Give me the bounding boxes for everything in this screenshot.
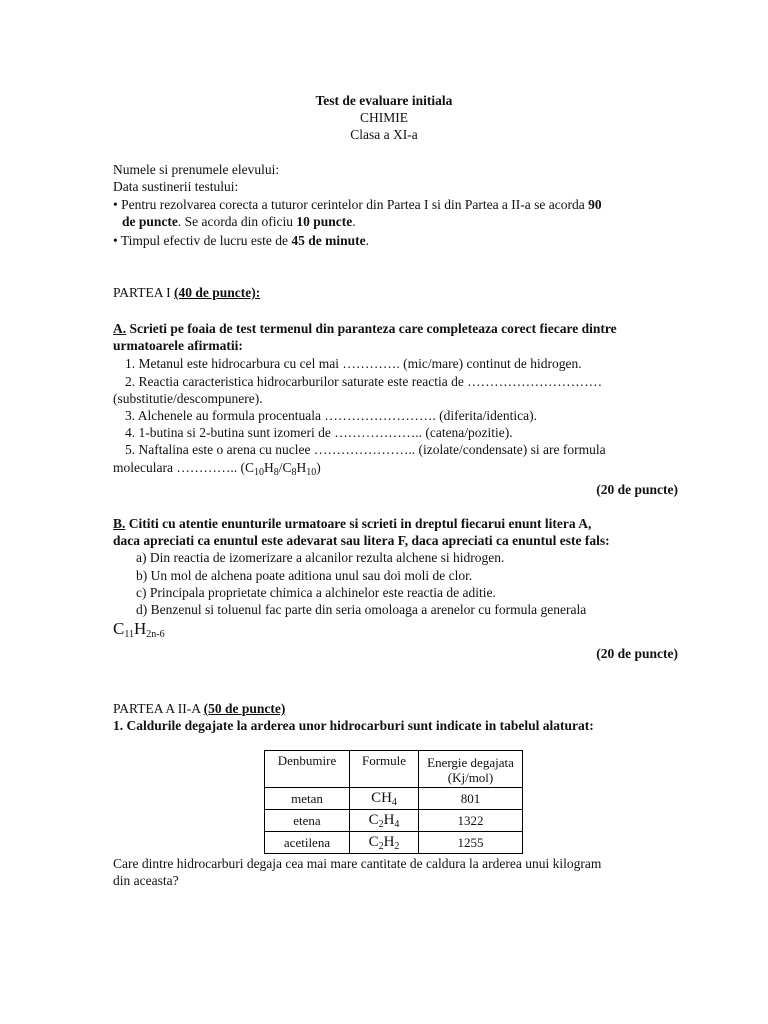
formula-part: C [368, 834, 379, 850]
row-name: etena [265, 810, 350, 832]
formula-c: C [113, 619, 125, 638]
formula-part: C [368, 812, 379, 828]
test-title: Test de evaluare initiala [315, 93, 453, 108]
header-energy-label: Energie degajata [427, 755, 514, 770]
part1-title: PARTEA I [113, 285, 174, 300]
row-name: metan [265, 788, 350, 810]
section-b-item-a: a) Din reactia de izomerizare a alcanilor rezulta alchene si hidrogen. [136, 550, 505, 565]
section-a-item-3: 3. Alchenele au formula procentuala ……………………. (diferita/identica). [125, 408, 537, 423]
bullet1-period: . [352, 214, 356, 229]
test-date-line: Data sustinerii testului: [113, 179, 239, 194]
bullet1-points-unit: de puncte [122, 214, 178, 229]
table-row [265, 832, 523, 854]
formula-part: H [383, 812, 395, 828]
row-formula [350, 788, 419, 810]
formula-sub: 2 [394, 841, 400, 852]
section-a-item-2-cont: (substitutie/descompunere). [113, 391, 263, 406]
bullet-icon: • [113, 197, 118, 212]
section-a-instruction [113, 320, 617, 337]
formula-sub: 4 [391, 797, 397, 808]
item5-sub4: 10 [306, 467, 317, 478]
general-formula [113, 619, 165, 640]
item5-text: moleculara ………….. (C [113, 460, 254, 475]
question-1: 1. Caldurile degajate la arderea unor hidrocarburi sunt indicate in tabelul alaturat: [113, 718, 594, 733]
section-b-instruction [113, 515, 591, 532]
bullet2-time: 45 de minute [291, 233, 366, 248]
table-row [265, 788, 523, 810]
section-b-item-c: c) Principala proprietate chimica a alchinelor este reactia de aditie. [136, 585, 496, 600]
student-name-line: Numele si prenumele elevului: [113, 162, 280, 177]
instruction-bullet-1-cont [122, 213, 356, 230]
row-name: acetilena [265, 832, 350, 854]
header-energy-unit: (Kj/mol) [447, 770, 494, 785]
formula-part: H [383, 834, 395, 850]
heat-table [264, 750, 523, 854]
bullet-icon: • [113, 233, 118, 248]
section-a-score: (20 de puncte) [596, 482, 678, 497]
section-a-item-2: 2. Reactia caracteristica hidrocarburilor saturate este reactia de ………………………… [125, 374, 603, 389]
row-formula [350, 810, 419, 832]
bullet2-text: Timpul efectiv de lucru este de [120, 233, 292, 248]
item5-sub3: 8 [291, 467, 297, 478]
row-value: 801 [419, 788, 523, 810]
row-formula [350, 832, 419, 854]
question-1-follow: Care dintre hidrocarburi degaja cea mai mare cantitate de caldura la arderea unui kilogram [113, 856, 602, 871]
section-a-item-5-cont [113, 459, 321, 476]
item5-h2: H [296, 460, 307, 475]
bullet1-text-2: . Se acorda din oficiu [177, 214, 297, 229]
formula-sub1: 11 [124, 629, 134, 640]
bullet1-bonus: 10 puncte [296, 214, 353, 229]
bullet2-period: . [365, 233, 369, 248]
formula-sub: 2 [378, 819, 384, 830]
class-title: Clasa a XI-a [350, 127, 418, 142]
formula-sub: 4 [394, 819, 400, 830]
formula-h: H [133, 619, 147, 638]
item5-h1: H [263, 460, 274, 475]
instruction-bullet-2 [113, 232, 369, 249]
item5-sub2: 8 [273, 467, 279, 478]
part1-heading [113, 284, 260, 301]
subject-title: CHIMIE [360, 110, 408, 125]
formula-part: CH [371, 790, 392, 806]
row-value: 1255 [419, 832, 523, 854]
section-b-score: (20 de puncte) [596, 646, 678, 661]
part2-title: PARTEA A II-A [113, 701, 204, 716]
section-a-item-1: 1. Metanul este hidrocarbura cu cel mai …………. (mic/mare) continut de hidrogen. [125, 356, 582, 371]
section-a-text: Scrieti pe foaia de test termenul din paranteza care completeaza corect fiecare dintre [126, 321, 617, 336]
header-name: Denbumire [265, 751, 350, 788]
section-a-item-4: 4. 1-butina si 2-butina sunt izomeri de ……………….. (catena/pozitie). [125, 425, 513, 440]
header-formula: Formule [350, 751, 419, 788]
header-energy [419, 751, 523, 788]
formula-sub2: 2n-6 [146, 629, 165, 640]
question-1-follow-2: din aceasta? [113, 873, 179, 888]
bullet1-text: Pentru rezolvarea corecta a tuturor cerintelor din Partea I si din Partea a II-a se acorda [121, 197, 589, 212]
item5-slash: /C [278, 460, 292, 475]
part1-points: (40 de puncte): [173, 285, 261, 300]
section-b-text: Cititi cu atentie enunturile urmatoare si scrieti in dreptul fiecarui enunt litera A, [125, 516, 592, 531]
section-b-item-b: b) Un mol de alchena poate aditiona unul sau doi moli de clor. [136, 568, 473, 583]
section-a-instruction-2: urmatoarele afirmatii: [113, 338, 243, 353]
section-b-item-d: d) Benzenul si toluenul fac parte din seria omoloaga a arenelor cu formula generala [136, 602, 587, 617]
bullet1-points: 90 [588, 197, 602, 212]
item5-sub1: 10 [253, 467, 264, 478]
item5-end: ) [316, 460, 321, 475]
row-value: 1322 [419, 810, 523, 832]
part2-points: (50 de puncte) [203, 701, 286, 716]
table-row [265, 810, 523, 832]
part2-heading [113, 700, 285, 717]
formula-sub: 2 [378, 841, 384, 852]
section-a-letter: A. [113, 321, 127, 336]
instruction-bullet-1 [113, 196, 602, 213]
section-a-item-5: 5. Naftalina este o arena cu nuclee ………………….. (izolate/condensate) si are formula [125, 442, 606, 457]
section-b-letter: B. [113, 516, 126, 531]
table-header-row [265, 751, 523, 788]
section-b-instruction-2: daca apreciati ca enuntul este adevarat sau litera F, daca apreciati ca enuntul este fals: [113, 533, 610, 548]
